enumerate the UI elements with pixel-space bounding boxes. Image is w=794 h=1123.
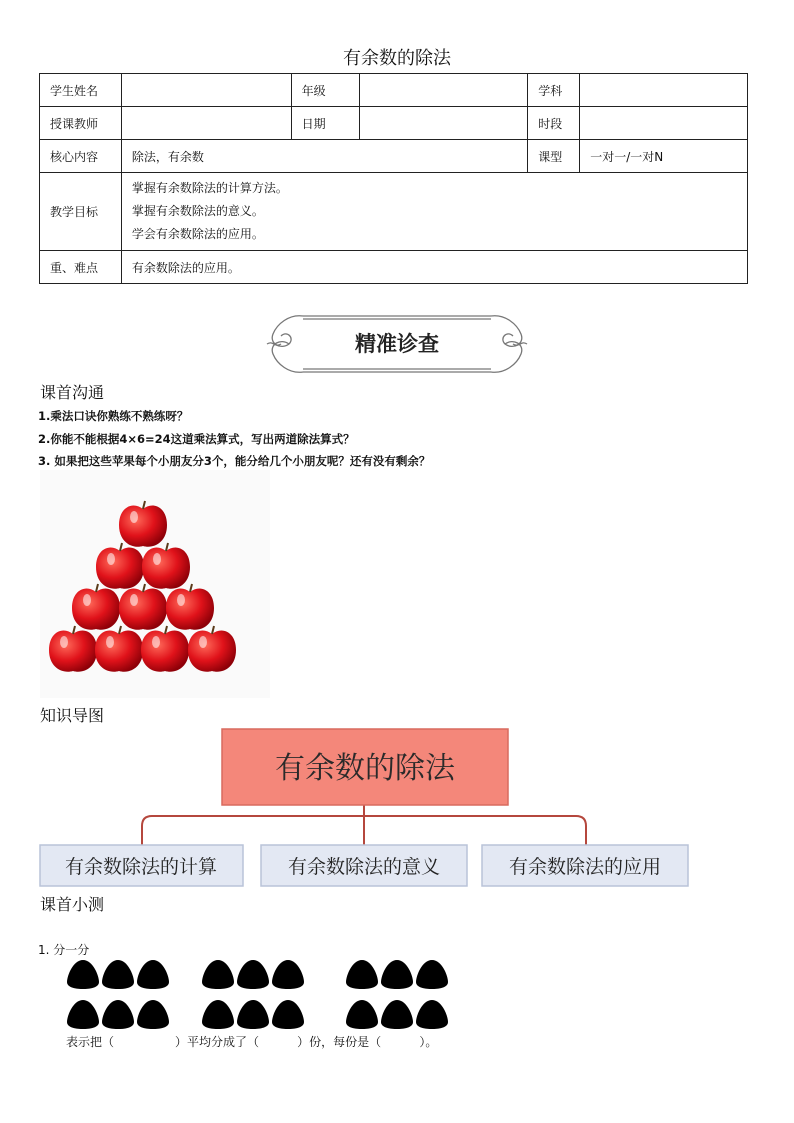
period-value bbox=[580, 107, 748, 140]
lesson-type-value: 一对一/一对N bbox=[580, 140, 748, 173]
quiz-item-1: 1. 分一分 bbox=[38, 943, 90, 957]
goals-list bbox=[121, 173, 747, 251]
date-label: 日期 bbox=[291, 107, 359, 140]
key-points-label: 重、难点 bbox=[40, 251, 122, 284]
core-content-value: 除法，有余数 bbox=[121, 140, 527, 173]
quiz-heading: 课首小测 bbox=[40, 895, 105, 914]
mindmap-root-text: 有余数的除法 bbox=[275, 751, 455, 786]
black-blob-icon bbox=[272, 960, 304, 989]
apple-icon bbox=[72, 589, 120, 630]
apple-highlight-icon bbox=[107, 553, 115, 565]
apple-icon bbox=[119, 506, 167, 547]
apple-icon bbox=[119, 589, 167, 630]
black-blob-icon bbox=[102, 1000, 134, 1029]
black-blob-icon bbox=[67, 960, 99, 989]
apple-icon bbox=[141, 631, 189, 672]
core-content-label: 核心内容 bbox=[40, 140, 122, 173]
apple-icon bbox=[142, 548, 190, 589]
question-2: 2.你能不能根据4×6=24这道乘法算式，写出两道除法算式？ bbox=[38, 432, 355, 446]
lesson-info-table bbox=[39, 73, 748, 284]
apple-pyramid-image bbox=[40, 470, 270, 698]
subject-label: 学科 bbox=[528, 74, 580, 107]
black-blob-icon bbox=[346, 960, 378, 989]
black-blob-icon bbox=[381, 1000, 413, 1029]
apple-highlight-icon bbox=[152, 636, 160, 648]
date-value bbox=[359, 107, 528, 140]
grade-label: 年级 bbox=[291, 74, 359, 107]
goals-label: 教学目标 bbox=[40, 173, 122, 251]
section-banner bbox=[263, 310, 531, 378]
apple-highlight-icon bbox=[130, 594, 138, 606]
apple-highlight-icon bbox=[60, 636, 68, 648]
mindmap-child-text: 有余数除法的应用 bbox=[508, 856, 662, 878]
teacher-label: 授课教师 bbox=[40, 107, 122, 140]
banner-text: 精准诊查 bbox=[355, 331, 439, 356]
warmup-heading: 课首沟通 bbox=[40, 383, 105, 402]
apple-highlight-icon bbox=[177, 594, 185, 606]
black-blob-icon bbox=[346, 1000, 378, 1029]
black-blob-icon bbox=[202, 1000, 234, 1029]
apple-highlight-icon bbox=[199, 636, 207, 648]
student-name-value bbox=[121, 74, 291, 107]
apple-highlight-icon bbox=[130, 511, 138, 523]
apple-icon bbox=[188, 631, 236, 672]
subject-value bbox=[580, 74, 748, 107]
apple-icon bbox=[166, 589, 214, 630]
apple-highlight-icon bbox=[106, 636, 114, 648]
mindmap-child-text: 有余数除法的计算 bbox=[64, 856, 218, 878]
mindmap-heading: 知识导图 bbox=[40, 706, 105, 725]
black-blob-icon bbox=[137, 1000, 169, 1029]
apple-icon bbox=[95, 631, 143, 672]
page-title: 有余数的除法 bbox=[343, 48, 451, 69]
knowledge-mindmap bbox=[38, 728, 698, 890]
student-name-label: 学生姓名 bbox=[40, 74, 122, 107]
mindmap-connector bbox=[142, 805, 586, 846]
question-3: 3. 如果把这些苹果每个小朋友分3个，能分给几个小朋友呢？还有没有剩余？ bbox=[38, 454, 431, 468]
mindmap-child-text: 有余数除法的意义 bbox=[287, 856, 441, 878]
goal-item: 掌握有余数除法的计算方法。 bbox=[131, 181, 288, 195]
goal-item: 学会有余数除法的应用。 bbox=[131, 227, 264, 241]
black-blob-icon bbox=[237, 1000, 269, 1029]
black-blob-icon bbox=[416, 1000, 448, 1029]
black-blob-icon bbox=[137, 960, 169, 989]
apple-highlight-icon bbox=[153, 553, 161, 565]
apple-icon bbox=[49, 631, 97, 672]
black-blob-icon bbox=[102, 960, 134, 989]
black-blob-icon bbox=[381, 960, 413, 989]
black-blob-icon bbox=[272, 1000, 304, 1029]
apple-icon bbox=[96, 548, 144, 589]
black-blob-icon bbox=[237, 960, 269, 989]
black-blob-icon bbox=[416, 960, 448, 989]
fill-in-sentence: 表示把（ ）平均分成了（ ）份，每份是（ ）。 bbox=[66, 1035, 438, 1049]
apple-highlight-icon bbox=[83, 594, 91, 606]
black-blob-icon bbox=[202, 960, 234, 989]
key-points-value: 有余数除法的应用。 bbox=[121, 251, 747, 284]
grade-value bbox=[359, 74, 528, 107]
goal-item: 掌握有余数除法的意义。 bbox=[131, 204, 264, 218]
black-blob-icon bbox=[67, 1000, 99, 1029]
black-shapes-groups bbox=[66, 960, 466, 1032]
teacher-value bbox=[121, 107, 291, 140]
period-label: 时段 bbox=[528, 107, 580, 140]
lesson-type-label: 课型 bbox=[528, 140, 580, 173]
question-1: 1.乘法口诀你熟练不熟练呀？ bbox=[38, 409, 189, 423]
